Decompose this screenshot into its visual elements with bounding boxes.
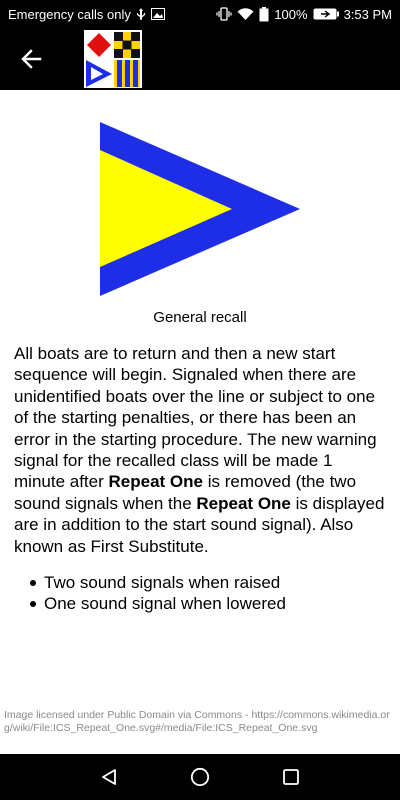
flag-caption: General recall bbox=[153, 309, 247, 326]
list-item: One sound signal when lowered bbox=[14, 593, 388, 614]
nav-back-button[interactable] bbox=[89, 757, 129, 797]
description-bold-2: Repeat One bbox=[196, 493, 291, 513]
status-bar bbox=[0, 0, 400, 28]
usb-icon bbox=[136, 8, 146, 21]
sound-signals-list bbox=[14, 572, 388, 614]
status-right bbox=[216, 7, 392, 22]
vibrate-icon bbox=[216, 7, 232, 21]
home-circle-icon bbox=[190, 767, 210, 787]
signal-flags-logo-icon bbox=[84, 30, 142, 88]
back-triangle-icon bbox=[100, 768, 118, 786]
battery-percent: 100% bbox=[274, 6, 308, 22]
recents-square-icon bbox=[282, 768, 300, 786]
nav-home-button[interactable] bbox=[180, 757, 220, 797]
nav-recents-button[interactable] bbox=[271, 757, 311, 797]
app-bar bbox=[0, 28, 400, 90]
battery-saver-icon bbox=[313, 8, 339, 20]
description-text-2: is removed (the two sound signals when the bbox=[14, 472, 357, 513]
clock: 3:53 PM bbox=[343, 6, 392, 22]
nav-bar bbox=[0, 754, 400, 800]
battery-icon bbox=[259, 7, 269, 22]
flag-description bbox=[14, 343, 388, 557]
list-item: Two sound signals when raised bbox=[14, 572, 388, 593]
description-text-1: All boats are to return and then a new start sequence will begin. Signaled when there are unidentified boats over the line or subject to one of the starting penalties, or there has been an error in the starting procedure. The new warning signal for the recalled class will be made 1 minute after bbox=[14, 344, 377, 492]
license-text: Image licensed under Public Domain via Commons - https://commons.wikimedia.org/wiki/File:ICS_Repeat_One.svg#/media/File:ICS_Repeat_One.svg bbox=[4, 709, 390, 734]
carrier-text: Emergency calls only bbox=[8, 6, 131, 22]
image-icon bbox=[151, 8, 165, 20]
arrow-left-icon bbox=[20, 48, 42, 70]
description-text-3: is displayed are in addition to the start sound signal). Also known as First Substitute. bbox=[14, 493, 385, 556]
status-left bbox=[8, 7, 165, 22]
wifi-icon bbox=[237, 8, 254, 21]
description-bold-1: Repeat One bbox=[108, 472, 203, 492]
repeat-one-flag bbox=[98, 120, 302, 298]
back-button[interactable] bbox=[0, 28, 62, 90]
